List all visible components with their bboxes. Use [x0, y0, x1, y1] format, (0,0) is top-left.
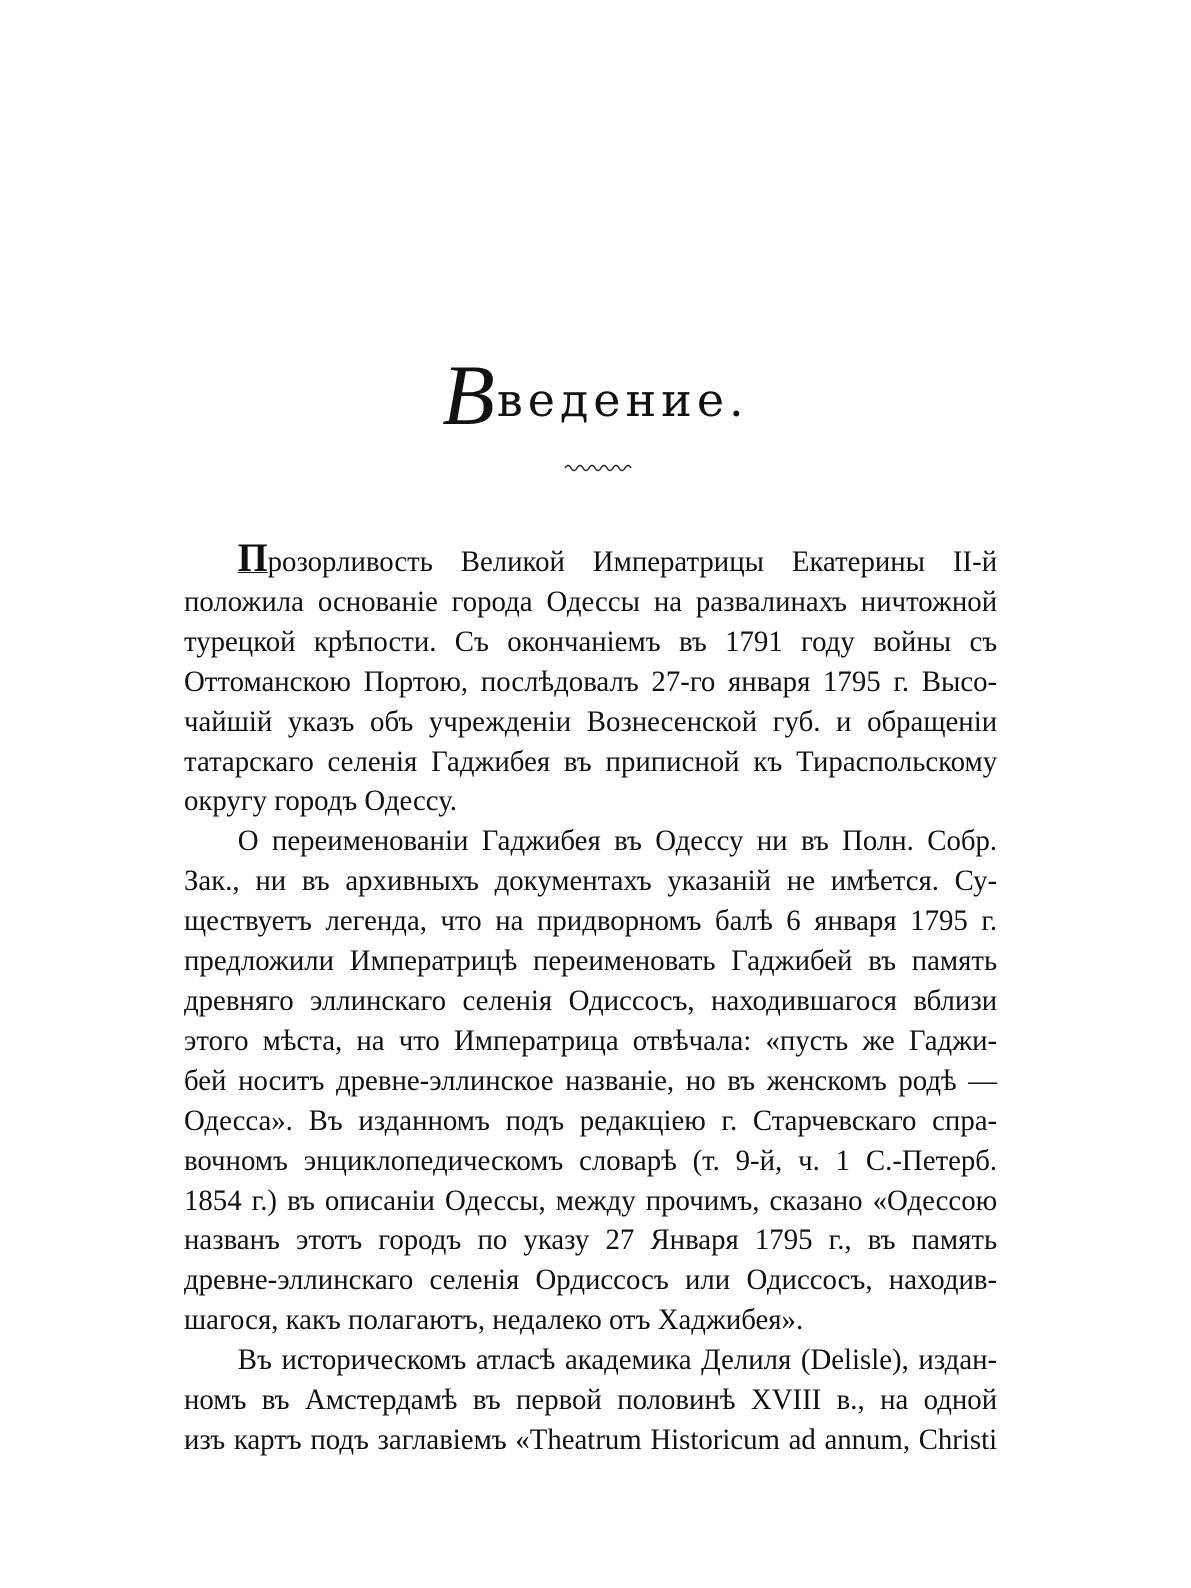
text-line: татарскаго селенія Гаджибея въ приписной къ Тираспольскому	[184, 744, 998, 778]
chapter-heading	[0, 347, 1191, 443]
text-line: Зак., ни въ архивныхъ документахъ указаній не имѣется. Су-	[184, 864, 998, 898]
text-line: предложили Императрицѣ переименовать Гаджибей въ память	[184, 944, 998, 978]
text-line: Въ историческомъ атласѣ академика Делиля (Delisle), издан-	[237, 1343, 998, 1377]
text-line: положила основаніе города Одессы на развалинахъ ничтожной	[184, 584, 998, 618]
text-line: бей носитъ древне-эллинское названіе, но въ женскомъ родѣ —	[184, 1063, 998, 1097]
text-line: округу городъ Одессу.	[184, 784, 457, 818]
text-line: О переименованіи Гаджибея въ Одессу ни въ Полн. Собр.	[237, 824, 998, 858]
paragraph-1	[184, 535, 998, 821]
text-line: Одесса». Въ изданномъ подъ редакціею г. Старчевскаго спра-	[184, 1103, 998, 1137]
body-text	[184, 535, 998, 1460]
paragraph-initial-letter: П	[237, 535, 268, 580]
text-line: ществуетъ легенда, что на придворномъ балѣ 6 января 1795 г.	[184, 904, 998, 938]
text-line: чайшій указъ объ учрежденіи Вознесенской губ. и обращеніи	[184, 704, 998, 738]
text-line: названъ этотъ городъ по указу 27 Января 1795 г., въ память	[184, 1223, 998, 1257]
paragraph-3	[184, 1340, 997, 1460]
paragraph-2	[184, 821, 997, 1340]
text-line: этого мѣста, на что Императрица отвѣчала: «пусть же Гаджи-	[184, 1023, 998, 1057]
text-line: 1854 г.) въ описаніи Одессы, между прочимъ, сказано «Одессою	[184, 1183, 998, 1217]
text-line: Прозорливость Великой Императрицы Екатерины II-й	[237, 535, 998, 580]
text-line: изъ картъ подъ заглавіемъ «Theatrum Historicum ad annum, Christi	[184, 1422, 998, 1456]
text-line: турецкой крѣпости. Съ окончаніемъ въ 1791 году войны съ	[184, 624, 998, 658]
text-line: древне-эллинскаго селенія Ордиссосъ или Одиссосъ, находив-	[184, 1263, 998, 1297]
text-line: номъ въ Амстердамѣ въ первой половинѣ XVIII в., на одной	[184, 1383, 998, 1417]
text-line: Оттоманскою Портою, послѣдовалъ 27-го января 1795 г. Высо-	[184, 664, 998, 698]
text-line: древняго эллинскаго селенія Одиссосъ, находившагося вблизи	[184, 983, 998, 1017]
text-line: шагося, какъ полагаютъ, недалеко отъ Хаджибея».	[184, 1303, 804, 1337]
text-line: вочномъ энциклопедическомъ словарѣ (т. 9-й, ч. 1 С.-Петерб.	[184, 1143, 998, 1177]
heading-initial-letter: В	[442, 347, 495, 443]
heading-text: ведениe.	[496, 373, 749, 427]
wavy-rule-ornament	[563, 462, 635, 474]
